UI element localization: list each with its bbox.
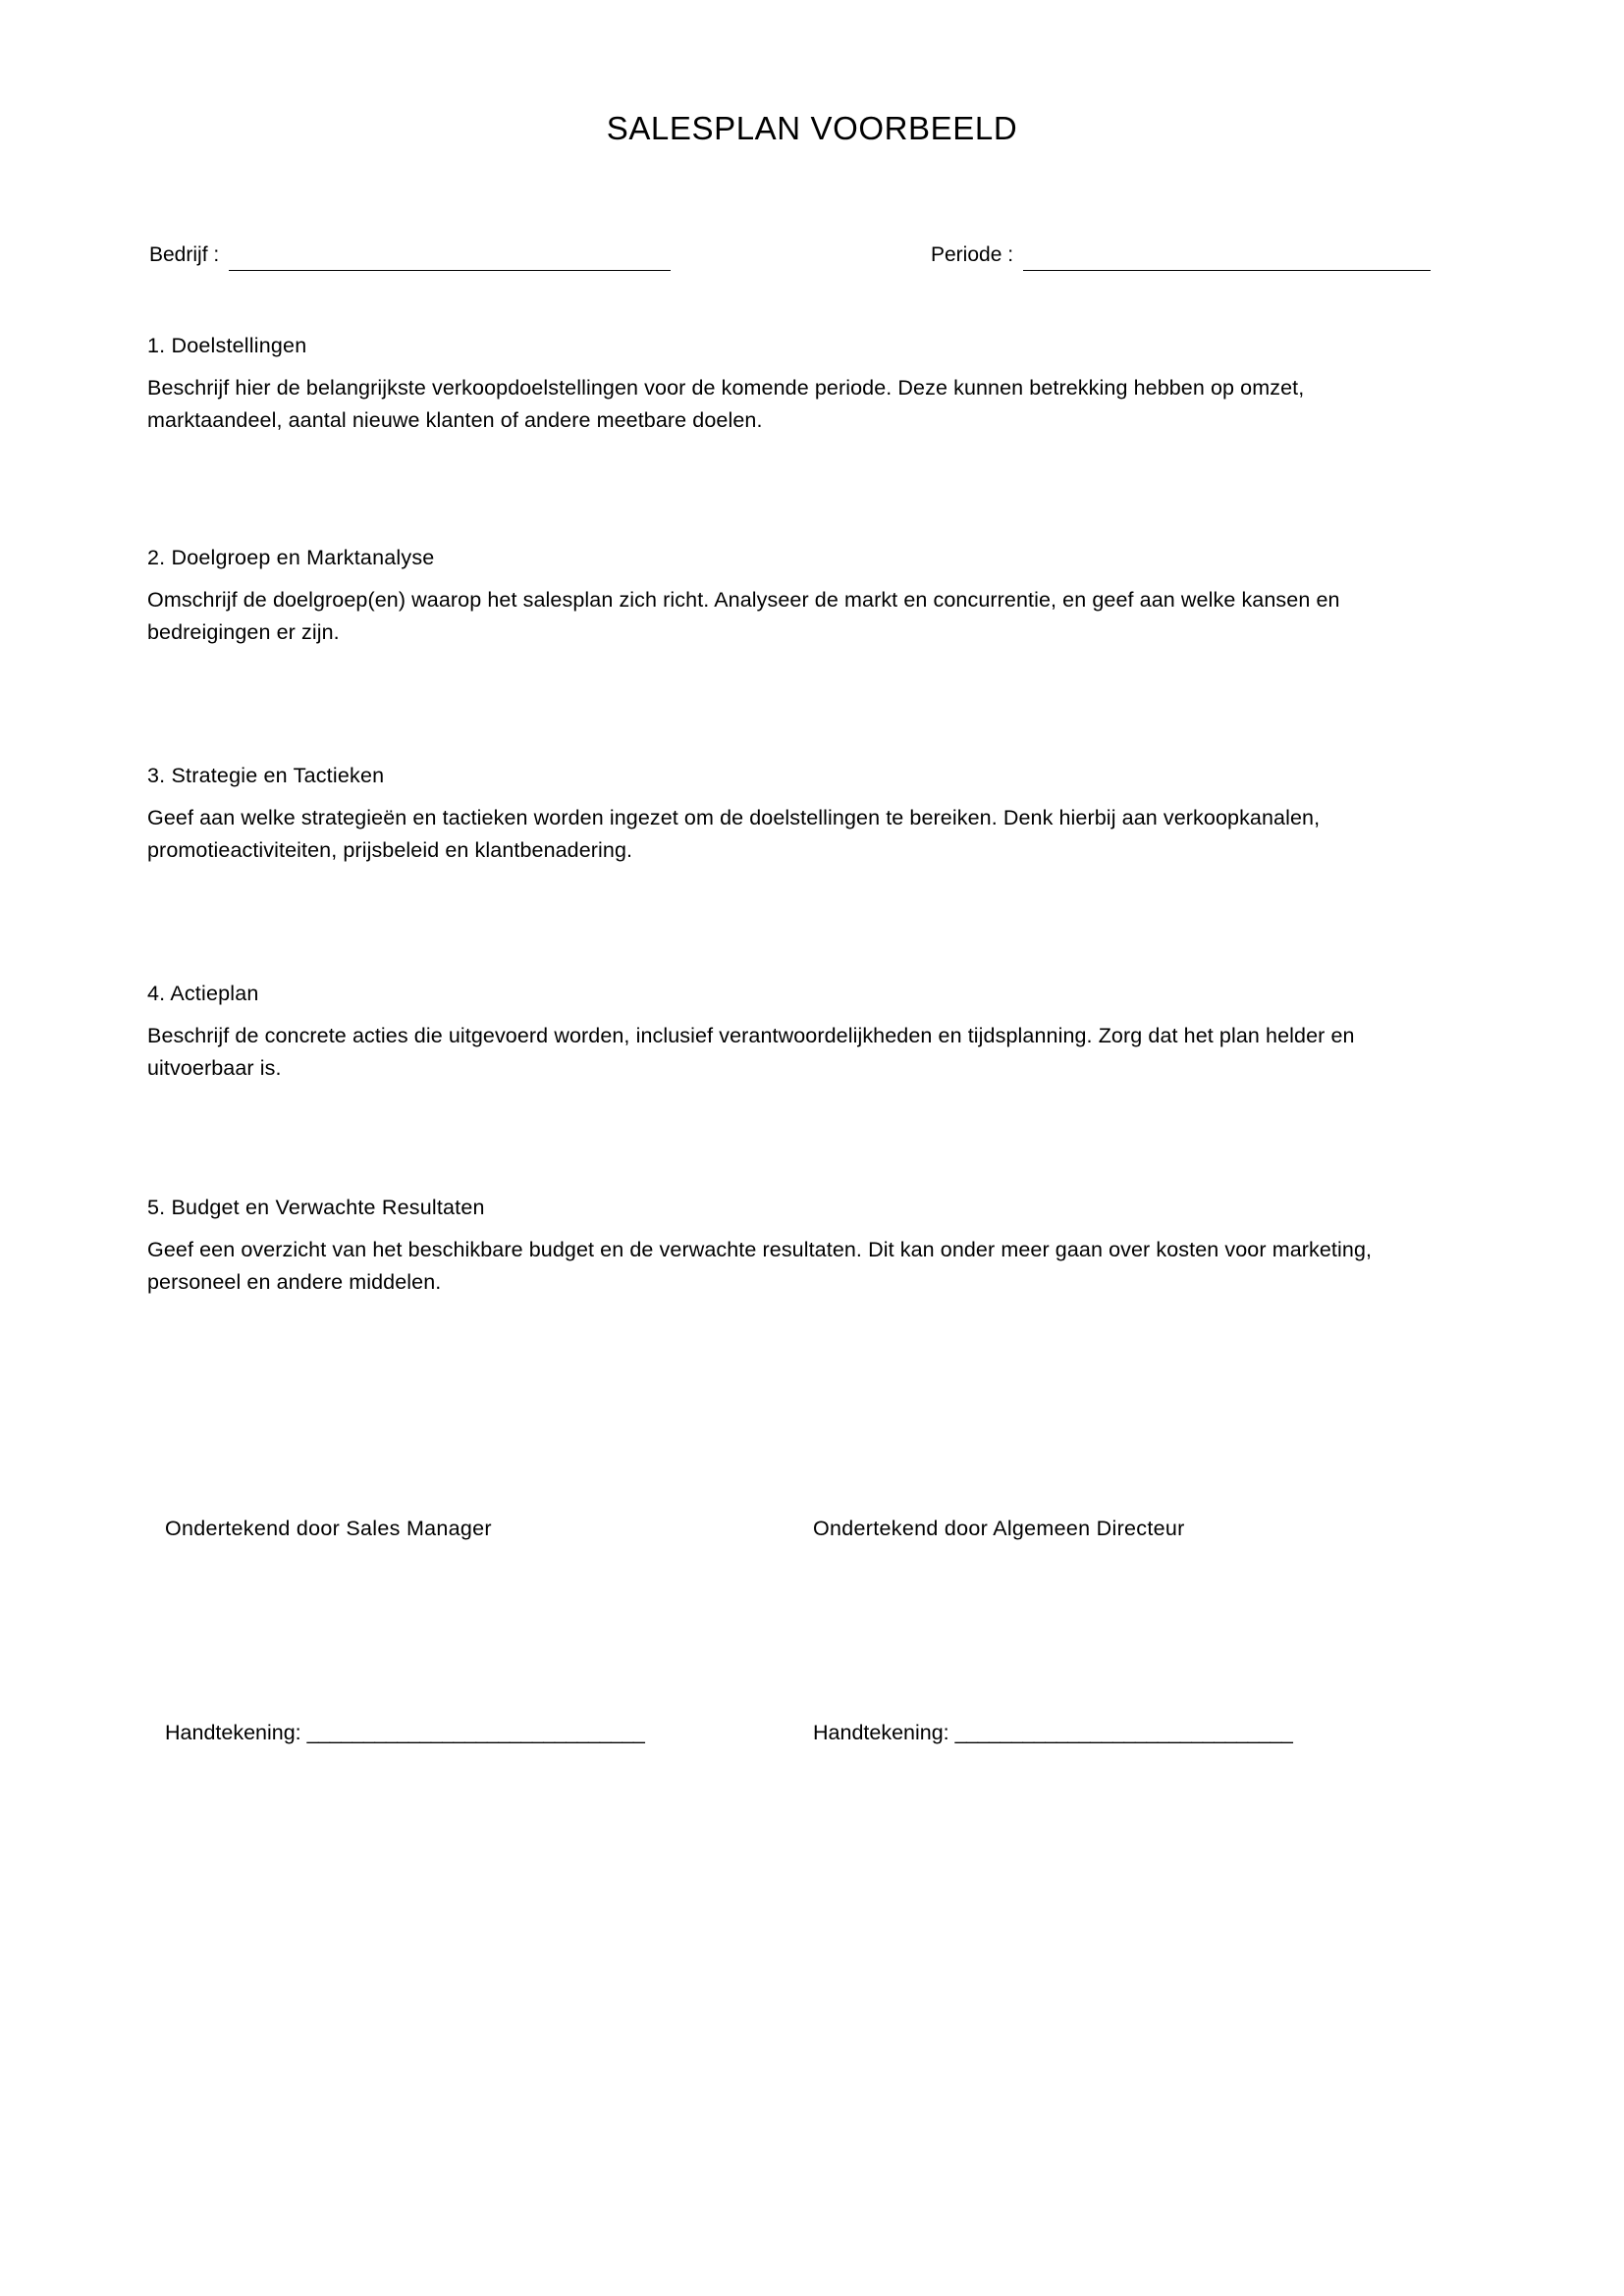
signature-block-algemeen-directeur [813,1517,1185,1541]
section-heading: 5. Budget en Verwachte Resultaten [147,1196,485,1219]
signature-label: Handtekening: [813,1721,949,1744]
field-periode-input[interactable] [1023,244,1431,271]
section-heading: 1. Doelstellingen [147,334,307,357]
signature-role-label: Ondertekend door Algemeen Directeur [813,1517,1185,1540]
signature-input[interactable]: ______________________________ [306,1721,645,1744]
field-periode [931,243,1431,271]
signature-input[interactable]: ______________________________ [954,1721,1293,1744]
field-bedrijf-label: Bedrijf : [149,243,220,266]
section-body: Geef aan welke strategieën en tactieken worden ingezet om de doelstellingen te bereiken. Denk hierbij aan verkoopkanalen, promotieactiviteiten, prijsbeleid en klantbenadering. [147,806,1321,862]
section-body: Geef een overzicht van het beschikbare budget en de verwachte resultaten. Dit kan onder meer gaan over kosten voor marketing, personeel en andere middelen. [147,1238,1373,1294]
section-strategie-tactieken [147,764,1443,866]
section-body: Beschrijf de concrete acties die uitgevoerd worden, inclusief verantwoordelijkheden en tijdsplanning. Zorg dat het plan helder en uitvoerbaar is. [147,1024,1355,1080]
section-heading: 4. Actieplan [147,982,259,1005]
header-fields [149,243,1475,283]
section-actieplan [147,982,1443,1084]
section-body: Beschrijf hier de belangrijkste verkoopdoelstellingen voor de komende periode. Deze kunnen betrekking hebben op omzet, marktaandeel, aantal nieuwe klanten of andere meetbare doelen. [147,376,1305,432]
signature-line-algemeen-directeur [813,1721,1292,1745]
signature-label: Handtekening: [165,1721,301,1744]
signature-line-sales-manager [165,1721,644,1745]
page-title: SALESPLAN VOORBEELD [606,110,1018,146]
section-doelgroep-marktanalyse [147,546,1443,648]
field-periode-label: Periode : [931,243,1014,266]
field-bedrijf-input[interactable] [229,244,671,271]
signature-block-sales-manager [165,1517,492,1541]
signature-role-label: Ondertekend door Sales Manager [165,1517,492,1540]
section-heading: 3. Strategie en Tactieken [147,764,385,787]
section-doelstellingen [147,334,1443,436]
field-bedrijf [149,243,671,271]
section-heading: 2. Doelgroep en Marktanalyse [147,546,435,569]
section-body: Omschrijf de doelgroep(en) waarop het salesplan zich richt. Analyseer de markt en concurrentie, en geef aan welke kansen en bedreigingen er zijn. [147,588,1340,644]
section-budget-resultaten [147,1196,1443,1298]
